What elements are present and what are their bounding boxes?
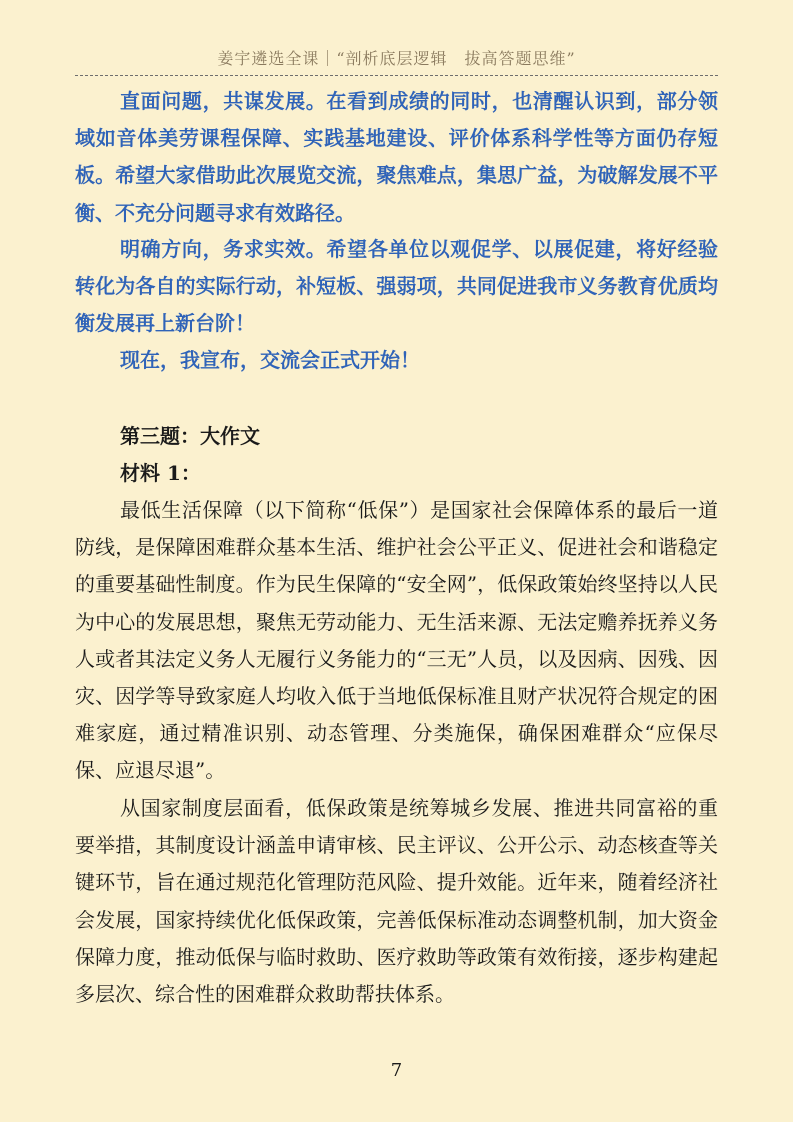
header-divider <box>75 75 718 76</box>
speech-paragraph-2: 明确方向，务求实效。希望各单位以观促学、以展促建，将好经验转化为各自的实际行动，补短板、强弱项，共同促进我市义务教育优质均衡发展再上新台阶！ <box>75 237 718 336</box>
speech-paragraph-3: 现在，我宣布，交流会正式开始！ <box>120 348 420 372</box>
material-paragraph-2: 从国家制度层面看，低保政策是统筹城乡发展、推进共同富裕的重要举措，其制度设计涵盖申请审核、民主评议、公开公示、动态核查等关键环节，旨在通过规范化管理防范风险、提升效能。近年来，随着经济社会发展，国家持续优化低保政策，完善低保标准动态调整机制，加大资金保障力度，推动低保与临时救助、医疗救助等政策有效衔接，逐步构建起多层次、综合性的困难群众救助帮扶体系。 <box>75 796 718 1007</box>
material-label: 材料 1： <box>120 461 201 485</box>
question-title: 第三题：大作文 <box>120 424 260 448</box>
page-number: 7 <box>390 1060 403 1081</box>
speech-paragraph-1: 直面问题，共谋发展。在看到成绩的同时，也清醒认识到，部分领域如音体美劳课程保障、实践基地建设、评价体系科学性等方面仍存短板。希望大家借助此次展览交流，聚焦难点，集思广益，为破解发展不平衡、不充分问题寻求有效路径。 <box>75 89 718 225</box>
material-paragraph-1: 最低生活保障（以下简称“低保”）是国家社会保障体系的最后一道防线，是保障困难群众基本生活、维护社会公平正义、促进社会和谐稳定的重要基础性制度。作为民生保障的“安全网”，低保政策始终坚持以人民为中心的发展思想，聚焦无劳动能力、无生活来源、无法定赡养抚养义务人或者其法定义务人无履行义务能力的“三无”人员，以及因病、因残、因灾、因学等导致家庭人均收入低于当地低保标准且财产状况符合规定的困难家庭，通过精准识别、动态管理、分类施保，确保困难群众“应保尽保、应退尽退”。 <box>75 498 718 783</box>
page-header: 姜宇遴选全课｜“剖析底层逻辑 拔高答题思维” <box>217 49 576 68</box>
